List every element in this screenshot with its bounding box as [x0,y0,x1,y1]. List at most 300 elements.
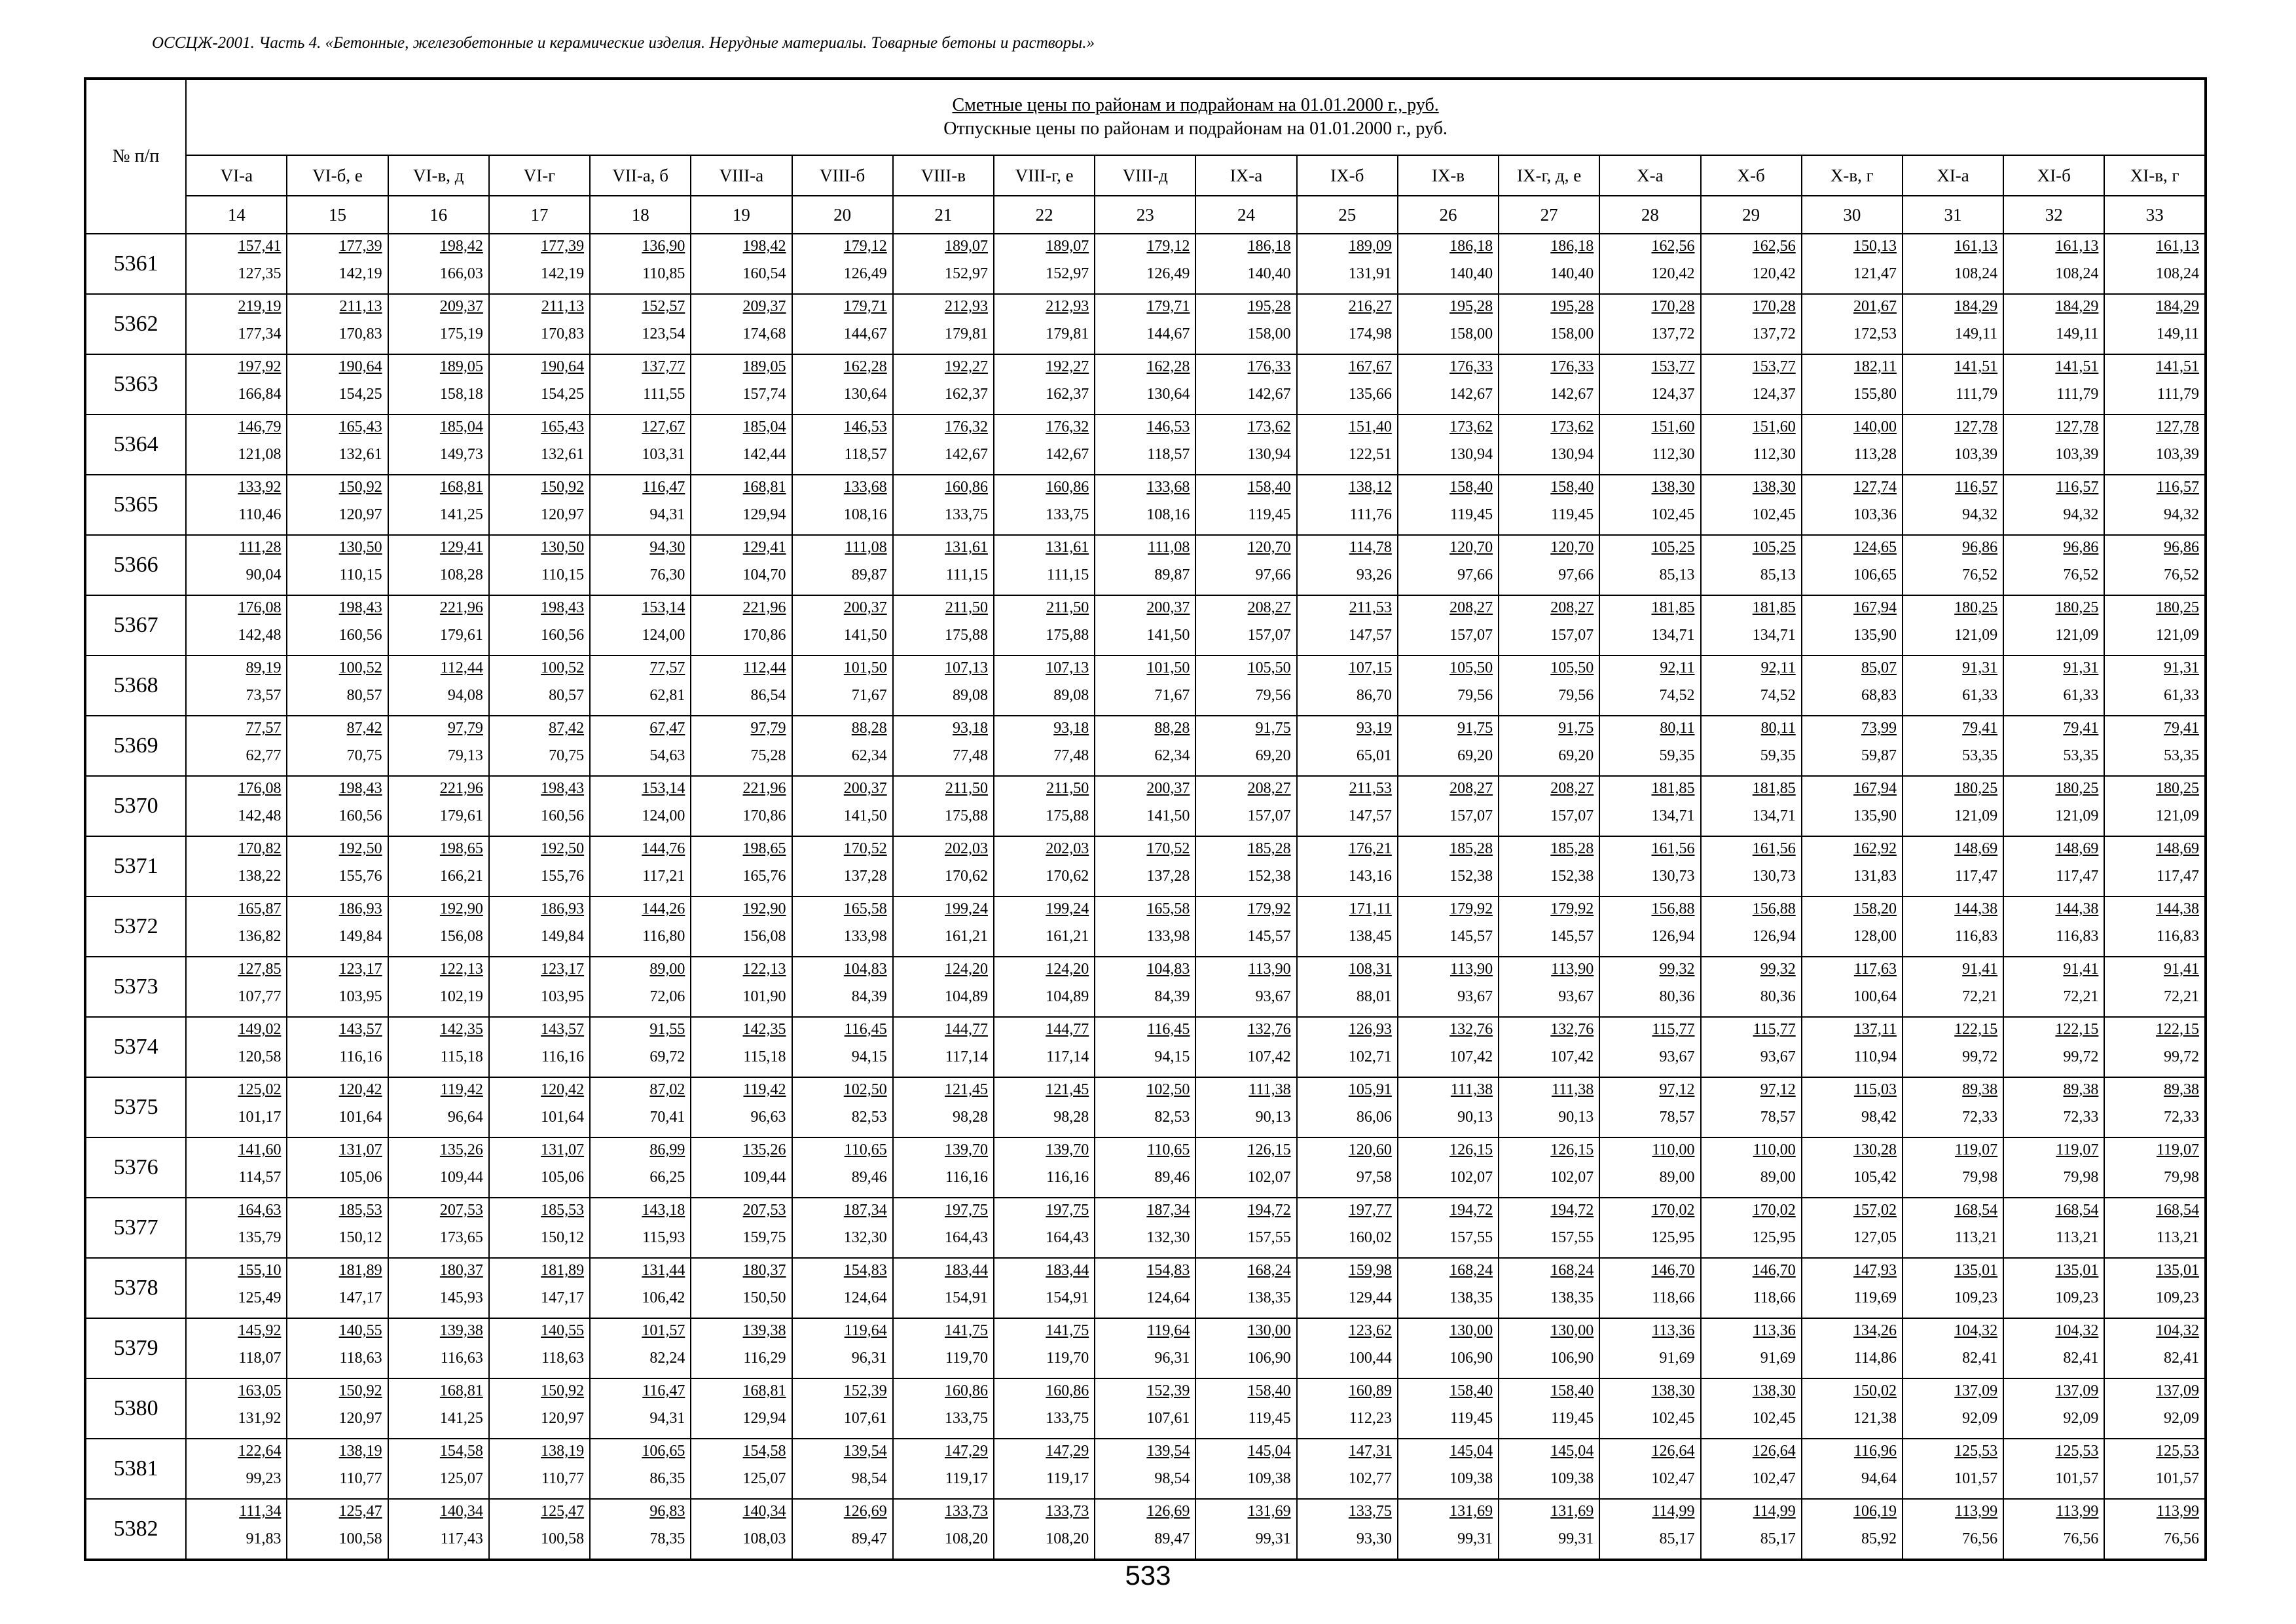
estimate-price: 143,57 [338,1021,382,1038]
selling-price: 69,20 [1558,747,1594,764]
selling-price: 121,09 [2055,627,2099,644]
selling-price: 89,08 [952,687,988,704]
selling-price: 89,87 [851,566,887,583]
price-header [186,79,2206,155]
selling-price: 89,47 [851,1530,887,1547]
selling-price: 93,26 [1356,566,1392,583]
estimate-price: 195,28 [1550,298,1594,315]
estimate-price: 111,38 [1450,1081,1493,1098]
selling-price: 140,40 [1247,265,1291,282]
price-cell [287,595,388,655]
column-number: 31 [1903,196,2003,234]
estimate-price: 113,99 [1955,1503,1998,1520]
estimate-price: 168,24 [1247,1262,1291,1279]
estimate-price: 137,11 [1853,1021,1897,1038]
estimate-price: 77,57 [246,720,282,737]
selling-price: 90,13 [1457,1109,1493,1126]
estimate-price: 162,56 [1752,238,1796,255]
estimate-price: 194,72 [1247,1202,1291,1219]
estimate-price: 197,77 [1348,1202,1392,1219]
price-cell [792,1499,893,1560]
estimate-price: 189,09 [1348,238,1392,255]
selling-price: 107,42 [1550,1048,1594,1065]
estimate-price: 144,38 [1954,900,1998,917]
estimate-price: 113,99 [2056,1503,2099,1520]
estimate-price: 116,47 [642,1382,685,1399]
selling-price: 94,64 [1861,1470,1897,1487]
selling-price: 72,33 [2063,1109,2099,1126]
estimate-price: 173,62 [1449,418,1493,435]
price-cell [994,234,1095,294]
estimate-price: 221,96 [742,780,786,797]
estimate-price: 195,28 [1449,298,1493,315]
column-number: 32 [2003,196,2104,234]
estimate-price: 136,90 [642,238,685,255]
selling-price: 133,98 [1146,928,1190,945]
estimate-price: 200,37 [843,599,887,616]
estimate-price: 209,37 [742,298,786,315]
price-cell [1599,836,1700,896]
selling-price: 124,37 [1651,386,1695,403]
selling-price: 143,16 [1348,868,1392,885]
selling-price: 162,37 [1046,386,1089,403]
estimate-price: 146,70 [1752,1262,1796,1279]
estimate-price: 105,50 [1449,659,1493,676]
price-cell [2104,1439,2206,1499]
estimate-price: 158,40 [1449,1382,1493,1399]
price-cell [1701,535,1802,595]
estimate-price: 211,50 [945,780,988,797]
price-cell [1599,655,1700,716]
estimate-price: 161,13 [2055,238,2099,255]
price-cell [1195,535,1296,595]
estimate-price: 112,44 [743,659,786,676]
price-cell [893,1318,994,1378]
selling-price: 145,57 [1247,928,1291,945]
selling-price: 76,52 [2063,566,2099,583]
selling-price: 73,57 [246,687,282,704]
estimate-price: 192,90 [439,900,483,917]
price-cell [287,234,388,294]
selling-price: 121,08 [238,446,282,463]
selling-price: 138,45 [1348,928,1392,945]
price-cell [388,1198,489,1258]
selling-price: 111,15 [945,566,988,583]
price-cell [388,595,489,655]
price-cell [590,957,691,1017]
selling-price: 138,35 [1449,1289,1493,1306]
estimate-price: 105,25 [1752,539,1796,556]
selling-price: 152,38 [1550,868,1594,885]
price-cell [2003,1137,2104,1198]
price-cell [792,1017,893,1077]
selling-price: 93,67 [1558,988,1594,1005]
selling-price: 120,97 [338,1410,382,1427]
row-number: 5377 [85,1198,186,1258]
estimate-price: 181,85 [1752,599,1796,616]
row-number: 5379 [85,1318,186,1378]
row-number: 5368 [85,655,186,716]
estimate-price: 160,89 [1348,1382,1392,1399]
selling-price: 170,62 [944,868,988,885]
price-cell [489,535,590,595]
estimate-price: 137,09 [1954,1382,1998,1399]
selling-price: 59,35 [1659,747,1695,764]
price-cell [1599,776,1700,836]
selling-price: 121,47 [1853,265,1897,282]
selling-price: 154,91 [944,1289,988,1306]
price-cell [893,1077,994,1137]
price-cell [1095,234,1195,294]
price-cell [2104,1499,2206,1560]
selling-price: 137,28 [843,868,887,885]
price-cell [287,1378,388,1439]
estimate-price: 89,19 [246,659,282,676]
price-cell [489,655,590,716]
price-cell [893,415,994,475]
estimate-price: 145,04 [1247,1443,1291,1460]
estimate-price: 141,60 [238,1141,282,1158]
selling-price: 121,38 [1853,1410,1897,1427]
estimate-price: 132,76 [1449,1021,1493,1038]
price-cell [1802,415,1903,475]
selling-price: 72,21 [1962,988,1998,1005]
estimate-price: 67,47 [649,720,685,737]
selling-price: 115,93 [642,1229,685,1246]
selling-price: 93,67 [1457,988,1493,1005]
price-cell [1095,1318,1195,1378]
selling-price: 170,83 [338,325,382,342]
price-cell [1802,1017,1903,1077]
price-cell [287,354,388,415]
price-cell [1195,1378,1296,1439]
estimate-price: 179,92 [1449,900,1493,917]
estimate-price: 96,86 [2164,539,2199,556]
selling-price: 105,42 [1853,1169,1897,1186]
selling-price: 108,03 [742,1530,786,1547]
estimate-price: 91,75 [1255,720,1291,737]
estimate-price: 80,11 [1660,720,1695,737]
estimate-price: 160,86 [944,479,988,496]
row-number: 5365 [85,475,186,535]
price-cell [1701,415,1802,475]
estimate-price-header: Сметные цены по районам и подрайонам на 01.01.2000 г., руб. [952,95,1439,115]
column-number: 27 [1499,196,1599,234]
selling-price: 103,39 [1954,446,1998,463]
table-row [85,1198,2206,1258]
selling-price: 71,67 [851,687,887,704]
region-header: XI-а [1903,155,2003,196]
estimate-price: 93,18 [1053,720,1089,737]
selling-price: 79,56 [1457,687,1493,704]
selling-price: 91,69 [1760,1350,1796,1367]
price-cell [691,1499,792,1560]
estimate-price: 165,58 [1146,900,1190,917]
selling-price: 121,09 [2156,807,2199,824]
price-cell [1802,1198,1903,1258]
price-cell [1499,1499,1599,1560]
estimate-price: 198,42 [742,238,786,255]
price-cell [1297,1258,1398,1318]
selling-price: 135,66 [1348,386,1392,403]
selling-price: 111,15 [1046,566,1089,583]
estimate-price: 139,38 [439,1322,483,1339]
price-cell [792,595,893,655]
price-cell [388,896,489,957]
estimate-price: 138,30 [1651,1382,1695,1399]
price-cell [2104,1378,2206,1439]
selling-price: 104,89 [944,988,988,1005]
selling-price: 140,40 [1550,265,1594,282]
selling-price: 141,50 [1146,627,1190,644]
table-row [85,957,2206,1017]
estimate-price: 153,14 [642,599,685,616]
selling-price: 157,07 [1247,807,1291,824]
price-cell [1701,475,1802,535]
price-cell [1095,1017,1195,1077]
price-cell [691,836,792,896]
selling-price: 125,07 [439,1470,483,1487]
selling-price: 116,83 [1955,928,1998,945]
price-cell [388,716,489,776]
selling-price: 99,72 [1962,1048,1998,1065]
selling-price: 86,35 [649,1470,685,1487]
selling-price: 132,30 [843,1229,887,1246]
estimate-price: 120,42 [338,1081,382,1098]
price-cell [2003,1318,2104,1378]
estimate-price: 106,19 [1853,1503,1897,1520]
estimate-price: 138,19 [541,1443,585,1460]
price-cell [691,1077,792,1137]
estimate-price: 168,24 [1449,1262,1493,1279]
estimate-price: 211,53 [1349,599,1392,616]
price-cell [489,836,590,896]
selling-price: 102,45 [1752,1410,1796,1427]
estimate-price: 102,50 [843,1081,887,1098]
price-cell [1701,1198,1802,1258]
selling-price: 106,65 [1853,566,1897,583]
price-cell [2003,1198,2104,1258]
estimate-price: 170,52 [1146,840,1190,857]
selling-price: 116,16 [339,1048,382,1065]
column-number: 19 [691,196,792,234]
price-cell [1802,1378,1903,1439]
estimate-price: 171,11 [1349,900,1392,917]
estimate-price: 127,74 [1853,479,1897,496]
table-row [85,354,2206,415]
price-cell [388,354,489,415]
selling-price: 62,34 [851,747,887,764]
price-cell [2104,354,2206,415]
price-cell [1297,1439,1398,1499]
price-cell [287,1137,388,1198]
selling-price: 138,35 [1247,1289,1291,1306]
selling-price: 108,16 [1146,506,1190,523]
selling-price: 161,21 [1046,928,1089,945]
estimate-price: 179,71 [1146,298,1190,315]
price-cell [590,896,691,957]
estimate-price: 181,85 [1651,599,1695,616]
price-cell [186,1017,287,1077]
price-cell [1499,836,1599,896]
selling-price: 71,67 [1154,687,1190,704]
selling-price: 110,15 [339,566,382,583]
estimate-price: 105,25 [1651,539,1695,556]
estimate-price: 167,67 [1348,358,1392,375]
row-number: 5361 [85,234,186,294]
estimate-price: 176,21 [1348,840,1392,857]
row-number: 5369 [85,716,186,776]
estimate-price: 123,17 [541,961,585,978]
price-cell [2003,294,2104,354]
estimate-price: 120,70 [1247,539,1291,556]
estimate-price: 189,07 [1046,238,1089,255]
selling-price: 161,21 [944,928,988,945]
price-cell [1802,294,1903,354]
price-cell [1903,475,2003,535]
selling-price: 114,86 [1853,1350,1897,1367]
estimate-price: 86,99 [649,1141,685,1158]
price-cell [388,1499,489,1560]
price-cell [1398,415,1499,475]
selling-price: 164,43 [944,1229,988,1246]
region-header: VIII-д [1095,155,1195,196]
price-cell [1095,1077,1195,1137]
estimate-price: 158,40 [1247,1382,1291,1399]
price-cell [2003,655,2104,716]
estimate-price: 119,42 [440,1081,483,1098]
selling-price: 93,67 [1760,1048,1796,1065]
estimate-price: 152,57 [642,298,685,315]
estimate-price: 111,28 [239,539,282,556]
price-cell [893,595,994,655]
selling-price: 113,21 [2056,1229,2099,1246]
row-number: 5378 [85,1258,186,1318]
price-cell [1499,1137,1599,1198]
selling-price: 157,55 [1550,1229,1594,1246]
price-cell [287,294,388,354]
selling-price: 94,15 [851,1048,887,1065]
price-cell [2003,1077,2104,1137]
estimate-price: 87,02 [649,1081,685,1098]
selling-price: 100,44 [1348,1350,1392,1367]
price-cell [1599,716,1700,776]
selling-price: 111,76 [1349,506,1392,523]
estimate-price: 88,28 [851,720,887,737]
estimate-price: 100,52 [541,659,585,676]
estimate-price: 147,93 [1853,1262,1897,1279]
column-number-row [85,196,2206,234]
selling-price: 140,40 [1449,265,1493,282]
selling-price: 72,33 [2164,1109,2199,1126]
selling-price: 119,45 [1248,1410,1291,1427]
price-cell [1499,234,1599,294]
price-cell [1398,1258,1499,1318]
price-cell [1297,595,1398,655]
estimate-price: 127,78 [2156,418,2199,435]
selling-price: 123,54 [642,325,685,342]
estimate-price: 187,34 [843,1202,887,1219]
price-cell [1903,1499,2003,1560]
estimate-price: 135,01 [2055,1262,2099,1279]
selling-price: 109,38 [1247,1470,1291,1487]
price-cell [2003,1017,2104,1077]
selling-price: 54,63 [649,747,685,764]
price-cell [2003,475,2104,535]
estimate-price: 97,79 [750,720,786,737]
price-cell [893,1198,994,1258]
price-cell [1195,294,1296,354]
region-header-row [85,155,2206,196]
price-cell [691,1258,792,1318]
selling-price: 134,71 [1651,627,1695,644]
price-cell [994,1439,1095,1499]
price-cell [1599,1499,1700,1560]
price-cell [792,354,893,415]
selling-price: 170,83 [541,325,585,342]
price-cell [893,1017,994,1077]
estimate-price: 144,38 [2156,900,2199,917]
selling-price: 103,95 [541,988,585,1005]
np-header: № п/п [85,79,186,234]
selling-price: 175,88 [1046,627,1089,644]
price-cell [1095,1439,1195,1499]
price-cell [1599,535,1700,595]
selling-price: 110,15 [541,566,585,583]
selling-price: 103,36 [1853,506,1897,523]
selling-price: 108,20 [1046,1530,1089,1547]
selling-price: 98,28 [952,1109,988,1126]
selling-price: 76,52 [2164,566,2199,583]
estimate-price: 115,77 [1753,1021,1796,1038]
selling-price: 158,00 [1449,325,1493,342]
estimate-price: 179,12 [843,238,887,255]
selling-price: 157,07 [1449,807,1493,824]
price-cell [388,957,489,1017]
estimate-price: 119,64 [844,1322,887,1339]
selling-price: 149,84 [541,928,585,945]
selling-price: 89,00 [1760,1169,1796,1186]
estimate-price: 105,91 [1348,1081,1392,1098]
selling-price: 68,83 [1861,687,1897,704]
table-row [85,836,2206,896]
price-cell [1701,234,1802,294]
price-cell [1701,1258,1802,1318]
estimate-price: 120,70 [1449,539,1493,556]
estimate-price: 96,86 [2063,539,2099,556]
estimate-price: 186,93 [541,900,585,917]
estimate-price: 159,98 [1348,1262,1392,1279]
estimate-price: 123,62 [1348,1322,1392,1339]
estimate-price: 134,26 [1853,1322,1897,1339]
estimate-price: 138,30 [1651,479,1695,496]
price-cell [1499,415,1599,475]
price-cell [489,234,590,294]
estimate-price: 185,53 [338,1202,382,1219]
estimate-price: 141,75 [944,1322,988,1339]
price-cell [691,957,792,1017]
estimate-price: 146,53 [1146,418,1190,435]
estimate-price: 141,51 [2055,358,2099,375]
region-header: VII-а, б [590,155,691,196]
estimate-price: 125,53 [2156,1443,2199,1460]
estimate-price: 104,83 [843,961,887,978]
selling-price: 149,84 [338,928,382,945]
price-cell [1398,957,1499,1017]
estimate-price: 116,57 [2056,479,2099,496]
estimate-price: 145,92 [238,1322,282,1339]
selling-price: 136,82 [238,928,282,945]
